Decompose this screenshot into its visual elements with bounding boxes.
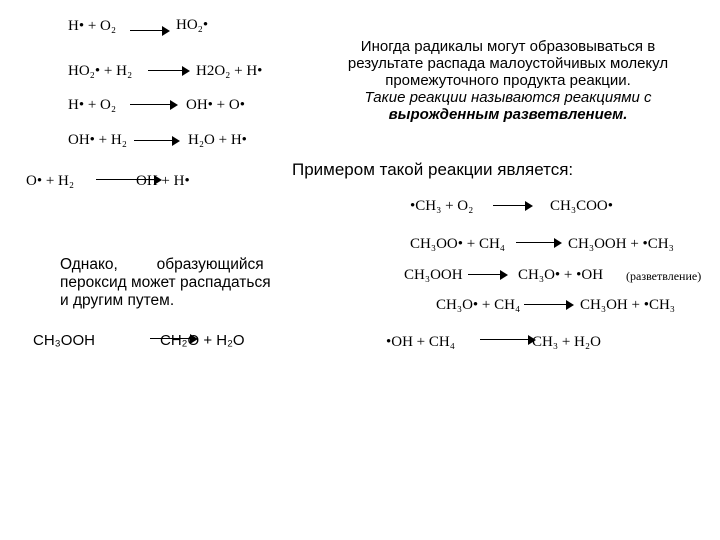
reaction-arrow [468, 270, 508, 280]
reaction-arrow [130, 26, 170, 36]
reaction-right-2-products: CH₃OOH + •CH₃ [568, 236, 674, 252]
reaction-right-1-products: CH₃COO• [550, 198, 613, 214]
reaction-arrow [148, 66, 190, 76]
explanation-line: результате распада малоустойчивых молекул [347, 55, 669, 72]
peroxide-note-line: пероксид может распадаться [60, 274, 271, 291]
branching-note: (разветвление) [626, 269, 702, 283]
reaction-left-2-products: H2O₂ + H• [196, 63, 263, 79]
explanation-line: промежуточного продукта реакции. [385, 72, 631, 89]
reaction-left-3-reactants: H• + O₂ [68, 97, 117, 113]
reaction-left-4-products: H₂O + H• [188, 132, 247, 148]
reaction-arrow [493, 201, 533, 211]
reaction-arrow [130, 100, 178, 110]
peroxide-reaction-products: CH₂O + H₂O [160, 332, 245, 349]
reaction-arrow [134, 136, 180, 146]
reaction-right-2-reactants: CH₃OO• + CH₄ [410, 236, 506, 252]
explanation-line: Иногда радикалы могут образовываться в [360, 38, 656, 55]
reaction-right-3-products: CH₃O• + •OH [518, 267, 604, 283]
reaction-left-1-reactants: H• + O₂ [68, 18, 117, 34]
example-heading: Примером такой реакции является: [292, 160, 574, 179]
reaction-right-4-reactants: CH₃O• + CH₄ [436, 297, 521, 313]
reaction-right-5-products: CH₃ + H₂O [532, 334, 601, 350]
reaction-right-3-reactants: CH₃OOH [404, 267, 463, 283]
explanation-paragraph [318, 38, 698, 123]
reaction-left-4-reactants: OH• + H₂ [68, 132, 127, 148]
reaction-right-4-products: CH₃OH + •CH₃ [580, 297, 676, 313]
reaction-left-5-reactants: O• + H₂ [26, 173, 75, 189]
reaction-left-1-products: HO₂• [176, 17, 209, 33]
reaction-left-2-reactants: HO₂• + H₂ [68, 63, 133, 79]
explanation-term: вырожденным разветвлением. [388, 106, 628, 123]
reaction-arrow [516, 238, 562, 248]
explanation-line-italic: Такие реакции называются реакциями с [364, 89, 652, 106]
reaction-left-5-products: OH + H• [136, 173, 190, 189]
peroxide-reaction-reactants: CH₃OOH [33, 332, 95, 349]
reaction-right-5-reactants: •OH + CH₄ [386, 334, 455, 350]
reaction-left-3-products: OH• + O• [186, 97, 245, 113]
reaction-right-1-reactants: •CH₃ + O₂ [410, 198, 474, 214]
peroxide-note-line: Однако, образующийся [60, 256, 264, 273]
reaction-arrow [524, 300, 574, 310]
peroxide-note [60, 256, 271, 310]
peroxide-note-line: и другим путем. [60, 292, 175, 309]
reaction-arrow [480, 335, 536, 345]
